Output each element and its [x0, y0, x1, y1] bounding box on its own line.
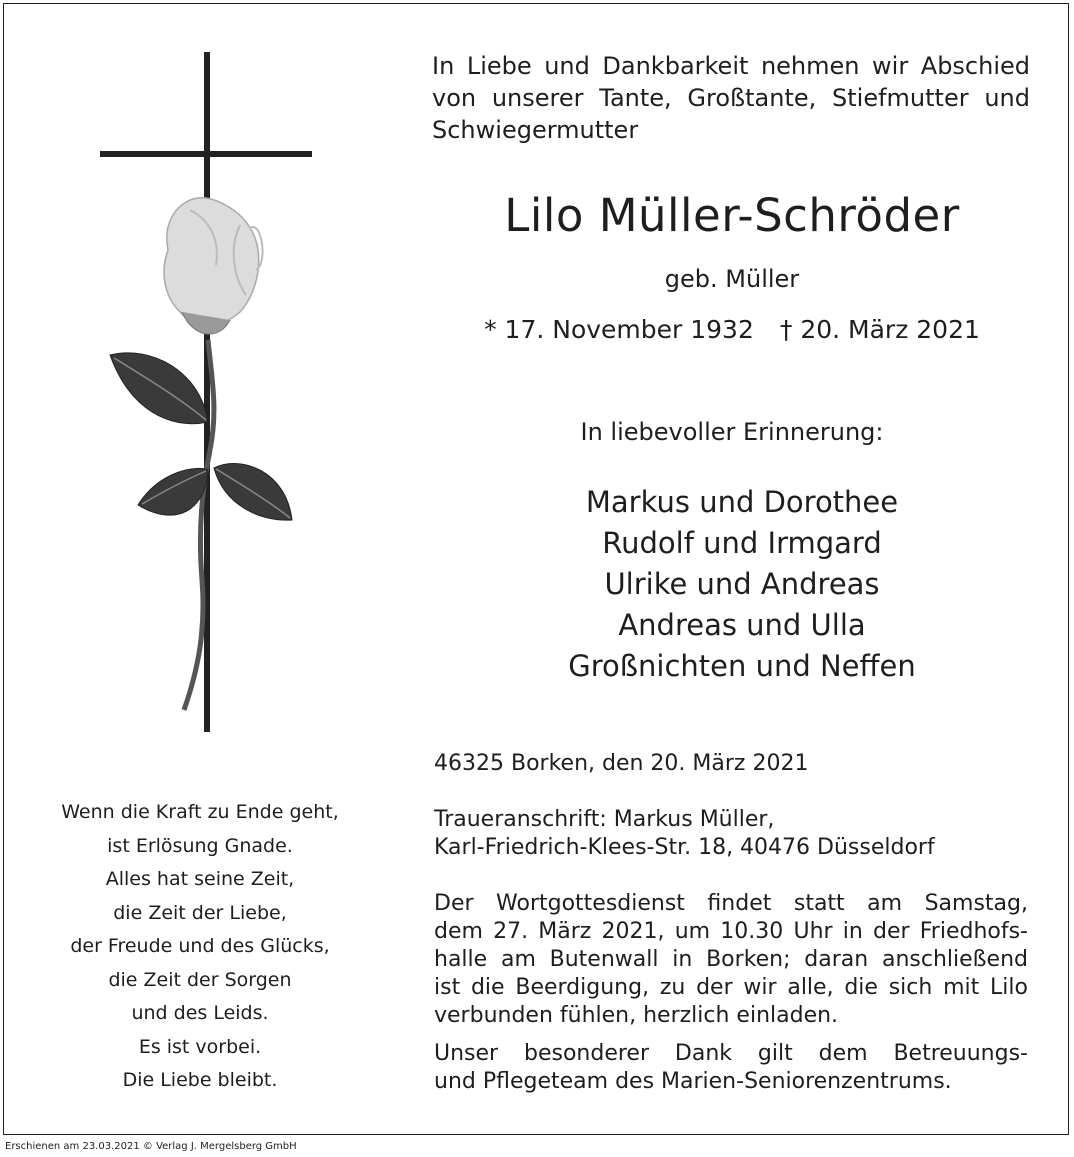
rose-bloom [164, 198, 263, 334]
poem [20, 796, 380, 1098]
intro-line-3: Schwiegermutter [432, 116, 639, 144]
mourner-entry: Ulrike und Andreas [604, 567, 880, 601]
poem-line: die Zeit der Liebe, [113, 901, 287, 924]
intro-paragraph [432, 50, 1030, 146]
thanks-paragraph [434, 1040, 1028, 1096]
poem-line: Alles hat seine Zeit, [105, 868, 295, 890]
death-date: † 20. März 2021 [779, 315, 980, 344]
cross-with-rose-illustration [90, 50, 330, 740]
intro-line-1: In Liebe und Dankbarkeit nehmen wir Abschied [432, 52, 1030, 80]
publication-footer [0, 1138, 1074, 1157]
thanks-line-1: Unser besonderer Dank gilt dem Betreuungs- [434, 1041, 1028, 1066]
poem-line: ist Erlösung Gnade. [107, 834, 293, 857]
service-line-3: halle am Butenwall in Borken; daran anschließend [434, 947, 1028, 972]
poem-line: und des Leids. [131, 1002, 269, 1024]
mourner-entry: Rudolf und Irmgard [602, 526, 882, 560]
rose-leaf-right [214, 464, 292, 521]
poem-line: die Zeit der Sorgen [108, 968, 292, 991]
rose-leaf-left-top [110, 353, 208, 424]
poem-line: Es ist vorbei. [138, 1035, 262, 1058]
mourner-entry: Markus und Dorothee [585, 485, 899, 519]
address-line-1: Traueranschrift: Markus Müller, [434, 807, 775, 832]
service-paragraph [434, 890, 1028, 1030]
poem-line: Wenn die Kraft zu Ende geht, [61, 801, 339, 823]
address-line-2: Karl-Friedrich-Klees-Str. 18, 40476 Düsseldorf [434, 835, 935, 860]
service-line-5: verbunden fühlen, herzlich einladen. [434, 1003, 839, 1028]
memory-heading: In liebevoller Erinnerung: [580, 418, 884, 446]
poem-line: der Freude und des Glücks, [70, 935, 330, 957]
footer-text: Erschienen am 23.03.2021 © Verlag J. Mergelsberg GmbH [5, 1141, 297, 1152]
service-line-4: ist die Beerdigung, zu der wir alle, die sich mit Lilo [434, 975, 1028, 1000]
poem-line: Die Liebe bleibt. [122, 1069, 278, 1091]
place-and-date: 46325 Borken, den 20. März 2021 [434, 751, 809, 776]
mourners-list [432, 482, 1052, 687]
rose-leaf-left-bottom [138, 468, 208, 515]
intro-line-2: von unserer Tante, Großtante, Stiefmutter und [432, 84, 1030, 112]
life-dates [432, 312, 1032, 348]
deceased-name: Lilo Müller-Schröder [504, 189, 960, 242]
mourner-entry: Andreas und Ulla [618, 608, 866, 642]
mourner-entry: Großnichten und Neffen [568, 649, 916, 683]
thanks-line-2: und Pflegeteam des Marien-Seniorenzentrums. [434, 1069, 952, 1094]
mourning-address [434, 806, 1034, 862]
birth-name: geb. Müller [664, 265, 800, 293]
birth-date: * 17. November 1932 [484, 315, 754, 344]
service-line-1: Der Wortgottesdienst findet statt am Samstag, [434, 891, 1028, 916]
service-line-2: dem 27. März 2021, um 10.30 Uhr in der Friedhofs- [434, 919, 1028, 944]
